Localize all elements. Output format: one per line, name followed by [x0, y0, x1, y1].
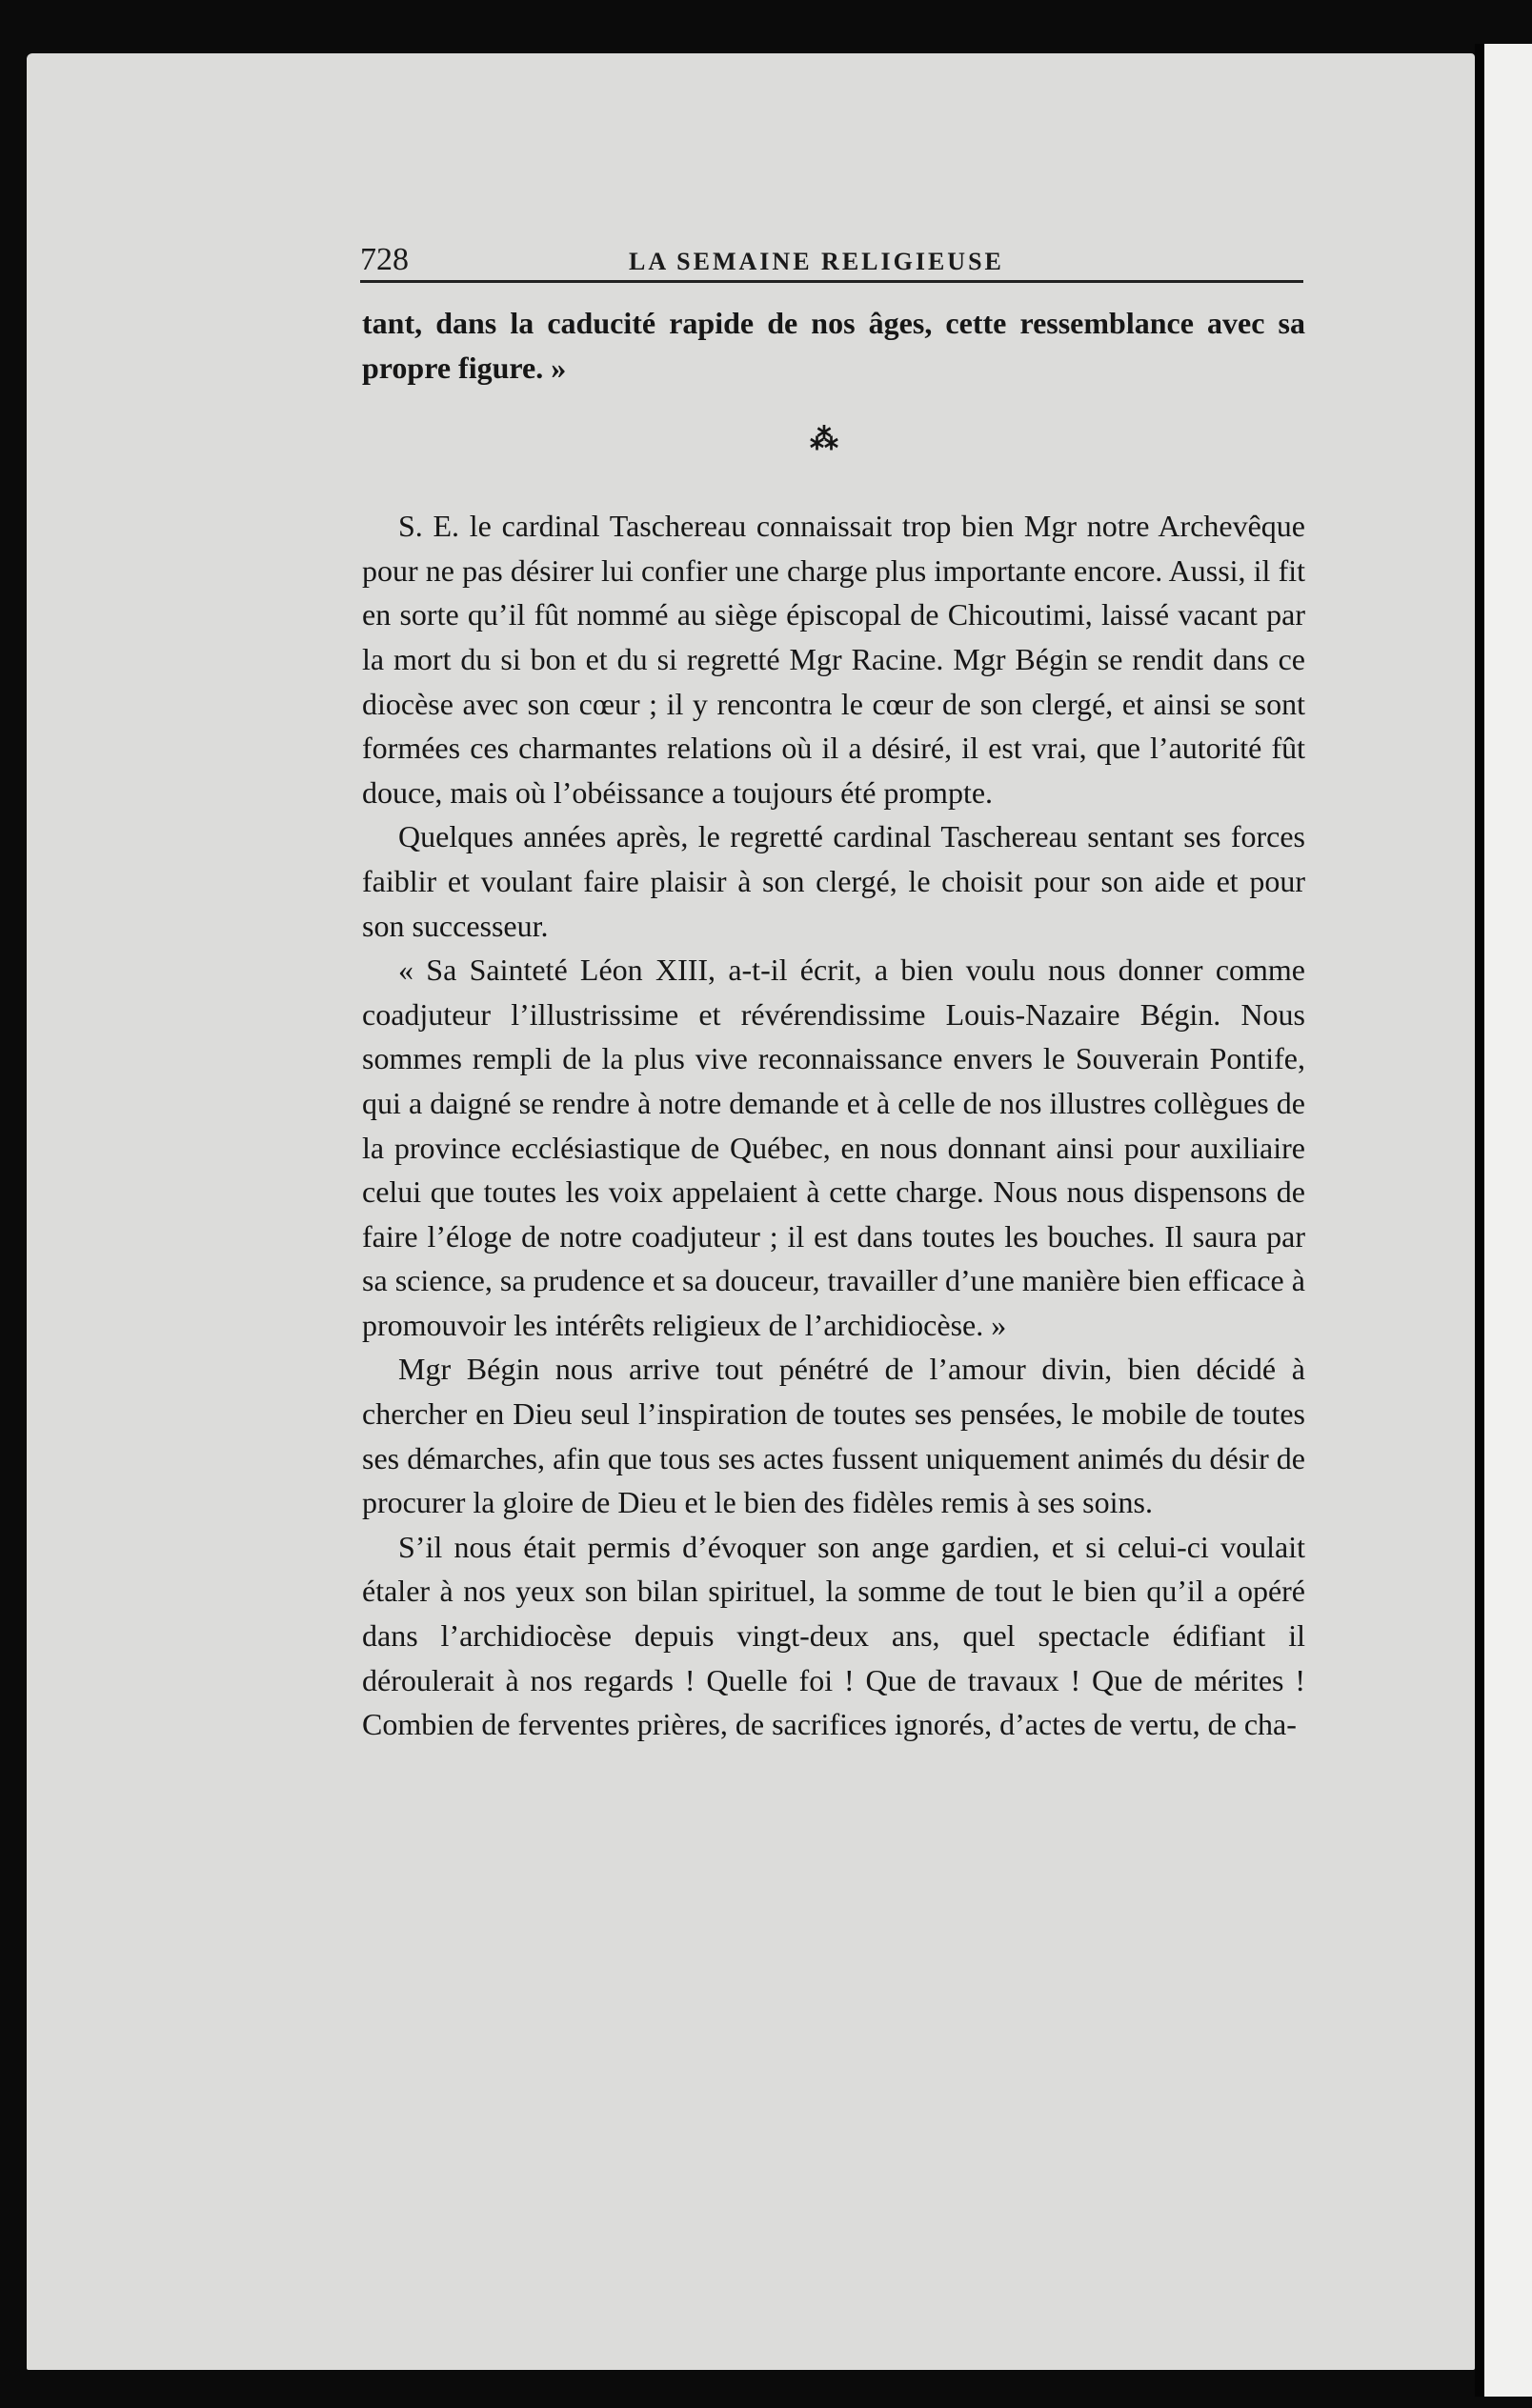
paragraph-4: Mgr Bégin nous arrive tout pénétré de l’amour divin, bien décidé à chercher en Dieu seul l’inspiration de toutes ses pensées, le mobile de toutes ses démarches, afin que tous ses actes fussent uniquement animés du désir de procurer la gloire de Dieu et le bien des fidèles remis à ses soins.	[362, 1352, 1305, 1520]
page-number: 728	[360, 242, 409, 277]
asterism-mark: ⁂	[810, 424, 838, 456]
running-header	[360, 236, 1303, 278]
paragraph-2: Quelques années après, le regretté cardinal Taschereau sentant ses forces faiblir et voulant faire plaisir à son clergé, le choisit pour son aide et pour son successeur.	[362, 819, 1305, 943]
body-text	[362, 301, 1305, 1747]
carryover-paragraph: tant, dans la caducité rapide de nos âges, cette ressemblance avec sa propre figure. »	[362, 306, 1305, 385]
facing-page-edge	[1484, 44, 1532, 2397]
paragraph-1: S. E. le cardinal Taschereau connaissait trop bien Mgr notre Archevêque pour ne pas désirer lui confier une charge plus importante encore. Aussi, il fit en sorte qu’il fût nommé au siège épiscopal de Chicoutimi, laissé vacant par la mort du si bon et du si regretté Mgr Racine. Mgr Bégin se rendit dans ce diocèse avec son cœur ; il y rencontra le cœur de son clergé, et ainsi se sont formées ces charmantes relations où il a désiré, il est vrai, que l’autorité fût douce, mais où l’obéissance a toujours été prompte.	[362, 509, 1305, 810]
asterism	[362, 390, 1305, 504]
running-title: LA SEMAINE RELIGIEUSE	[629, 248, 1004, 275]
paragraph-5: S’il nous était permis d’évoquer son ange gardien, et si celui-ci voulait étaler à nos yeux son bilan spirituel, la somme de tout le bien qu’il a opéré dans l’archidiocèse depuis vingt-deux ans, quel spectacle édifiant il déroulerait à nos regards ! Quelle foi ! Que de travaux ! Que de mérites ! Combien de ferventes prières, de sacrifices ignorés, d’actes de vertu, de cha-	[362, 1529, 1305, 1742]
page-gutter	[1475, 44, 1484, 2397]
header-rule	[360, 280, 1303, 283]
paragraph-3: « Sa Sainteté Léon XIII, a-t-il écrit, a bien voulu nous donner comme coadjuteur l’illustrissime et révérendissime Louis-Nazaire Bégin. Nous sommes rempli de la plus vive reconnaissance envers le Souverain Pontife, qui a daigné se rendre à notre demande et à celle de nos illustres collègues de la province ecclésiastique de Québec, en nous donnant ainsi pour auxiliaire celui que toutes les voix appelaient à cette charge. Nous nous dispensons de faire l’éloge de notre coadjuteur ; il est dans toutes les bouches. Il saura par sa science, sa prudence et sa douceur, travailler d’une manière bien efficace à promouvoir les intérêts religieux de l’archidiocèse. »	[362, 953, 1305, 1342]
